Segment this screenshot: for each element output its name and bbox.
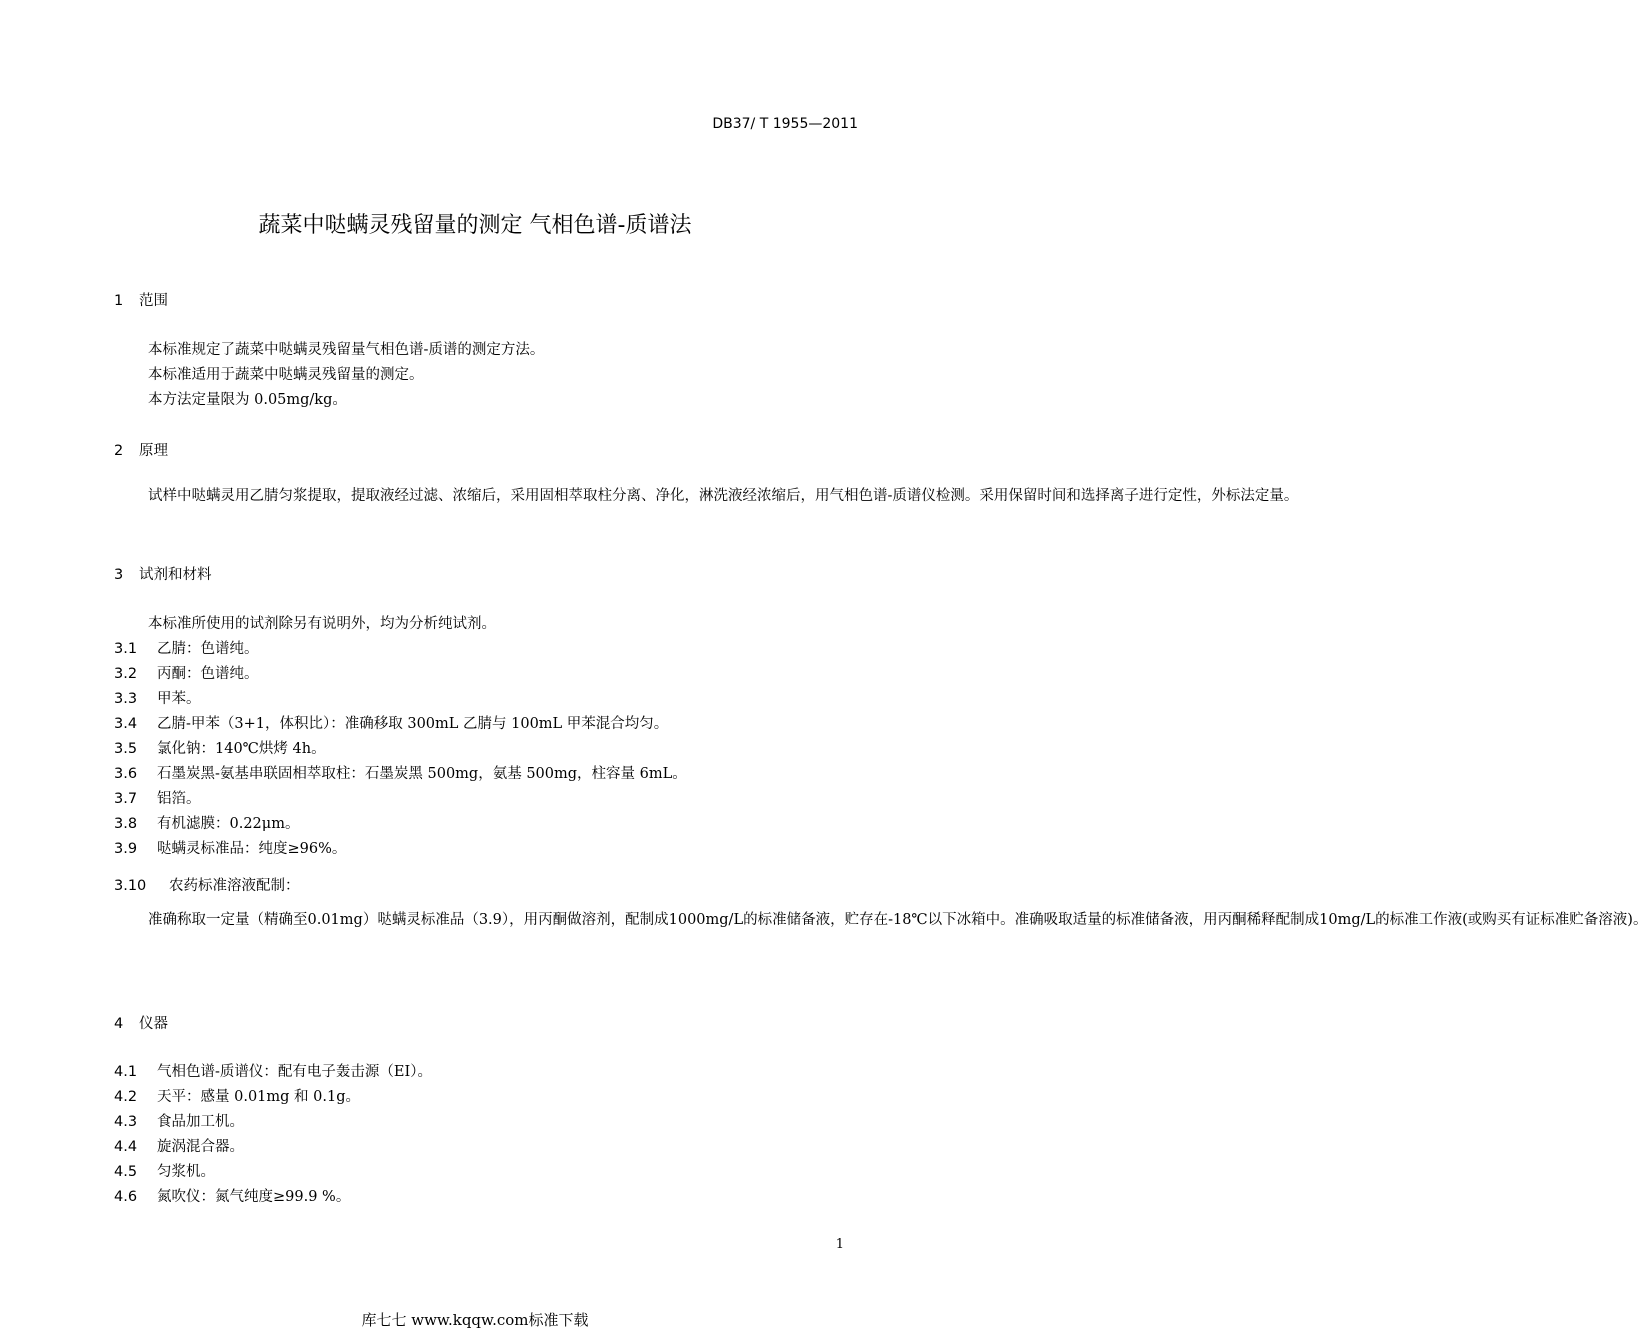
item-text: 天平：感量 0.01mg 和 0.1g。 xyxy=(157,1089,360,1105)
item-number: 3.1 xyxy=(114,641,138,657)
list-item xyxy=(114,712,668,733)
page-number: 1 xyxy=(835,1237,844,1252)
item-number: 4.5 xyxy=(114,1164,138,1180)
item-number: 3.4 xyxy=(114,716,138,732)
item-number: 4.6 xyxy=(114,1189,138,1205)
section-number: 2 xyxy=(114,443,124,459)
list-item xyxy=(114,837,346,858)
item-number: 4.4 xyxy=(114,1139,138,1155)
section-number: 1 xyxy=(114,293,124,309)
item-number: 3.3 xyxy=(114,691,138,707)
item-text: 丙酮：色谱纯。 xyxy=(157,666,259,682)
section-heading-apparatus xyxy=(114,1012,168,1033)
section-title: 原理 xyxy=(139,443,168,459)
section-title: 仪器 xyxy=(139,1016,168,1032)
list-item xyxy=(114,874,300,895)
paragraph: 本方法定量限为 0.05mg/kg。 xyxy=(148,392,347,408)
item-number: 3.6 xyxy=(114,766,138,782)
item-text: 食品加工机。 xyxy=(157,1114,244,1130)
item-text: 氮吹仪：氮气纯度≥99.9 %。 xyxy=(157,1189,351,1205)
list-item xyxy=(114,662,259,683)
item-number: 3.10 xyxy=(114,878,147,894)
list-item xyxy=(114,762,687,783)
list-item xyxy=(114,812,299,833)
standard-code: DB37/ T 1955—2011 xyxy=(712,116,858,132)
item-text: 匀浆机。 xyxy=(157,1164,215,1180)
item-number: 4.3 xyxy=(114,1114,138,1130)
list-item xyxy=(114,687,201,708)
section-number: 4 xyxy=(114,1016,124,1032)
item-number: 3.9 xyxy=(114,841,138,857)
item-text: 旋涡混合器。 xyxy=(157,1139,244,1155)
paragraph: 本标准所使用的试剂除另有说明外，均为分析纯试剂。 xyxy=(148,616,496,632)
list-item xyxy=(114,637,259,658)
item-text: 铝箔。 xyxy=(157,791,201,807)
item-number: 3.5 xyxy=(114,741,138,757)
paragraph: 试样中哒螨灵用乙腈匀浆提取，提取液经过滤、浓缩后，采用固相萃取柱分离、净化，淋洗液经浓缩后，用气相色谱-质谱仪检测。采用保留时间和选择离子进行定性，外标法定量。 xyxy=(148,488,1299,504)
section-title: 试剂和材料 xyxy=(139,567,212,583)
list-item xyxy=(114,1160,215,1181)
list-item xyxy=(114,1085,360,1106)
footer-watermark: 库七七 www.kqqw.com标准下载 xyxy=(361,1311,589,1329)
list-item xyxy=(114,737,326,758)
item-text: 哒螨灵标准品：纯度≥96%。 xyxy=(157,841,347,857)
section-heading-reagents xyxy=(114,563,212,584)
item-text: 有机滤膜：0.22μm。 xyxy=(157,816,300,832)
item-number: 3.7 xyxy=(114,791,138,807)
item-text: 氯化钠：140℃烘烤 4h。 xyxy=(157,741,326,757)
paragraph: 本标准规定了蔬菜中哒螨灵残留量气相色谱-质谱的测定方法。 xyxy=(148,342,545,358)
paragraph: 本标准适用于蔬菜中哒螨灵残留量的测定。 xyxy=(148,367,424,383)
list-item xyxy=(114,1185,350,1206)
item-text: 石墨炭黑-氨基串联固相萃取柱：石墨炭黑 500mg，氨基 500mg，柱容量 6mL。 xyxy=(157,766,687,782)
item-number: 3.2 xyxy=(114,666,138,682)
item-number: 4.1 xyxy=(114,1064,138,1080)
list-item xyxy=(114,787,201,808)
section-title: 范围 xyxy=(139,293,168,309)
item-text: 气相色谱-质谱仪：配有电子轰击源（EI）。 xyxy=(157,1064,432,1080)
section-heading-scope xyxy=(114,289,168,310)
item-text: 甲苯。 xyxy=(157,691,201,707)
list-item xyxy=(114,1135,244,1156)
section-number: 3 xyxy=(114,567,124,583)
paragraph: 准确称取一定量（精确至0.01mg）哒螨灵标准品（3.9），用丙酮做溶剂，配制成1000mg/L的标准储备液，贮存在-18℃以下冰箱中。准确吸取适量的标准储备液，用丙酮稀释配制成10mg/L的标准工作液(或购买有证标准贮备溶液)。 xyxy=(148,912,1647,928)
item-text: 乙腈：色谱纯。 xyxy=(157,641,259,657)
item-number: 4.2 xyxy=(114,1089,138,1105)
item-number: 3.8 xyxy=(114,816,138,832)
section-heading-principle xyxy=(114,439,168,460)
document-title: 蔬菜中哒螨灵残留量的测定 气相色谱-质谱法 xyxy=(258,213,692,238)
list-item xyxy=(114,1060,432,1081)
item-text: 乙腈-甲苯（3+1，体积比）：准确移取 300mL 乙腈与 100mL 甲苯混合均匀。 xyxy=(157,716,669,732)
item-text: 农药标准溶液配制： xyxy=(169,878,300,894)
list-item xyxy=(114,1110,244,1131)
